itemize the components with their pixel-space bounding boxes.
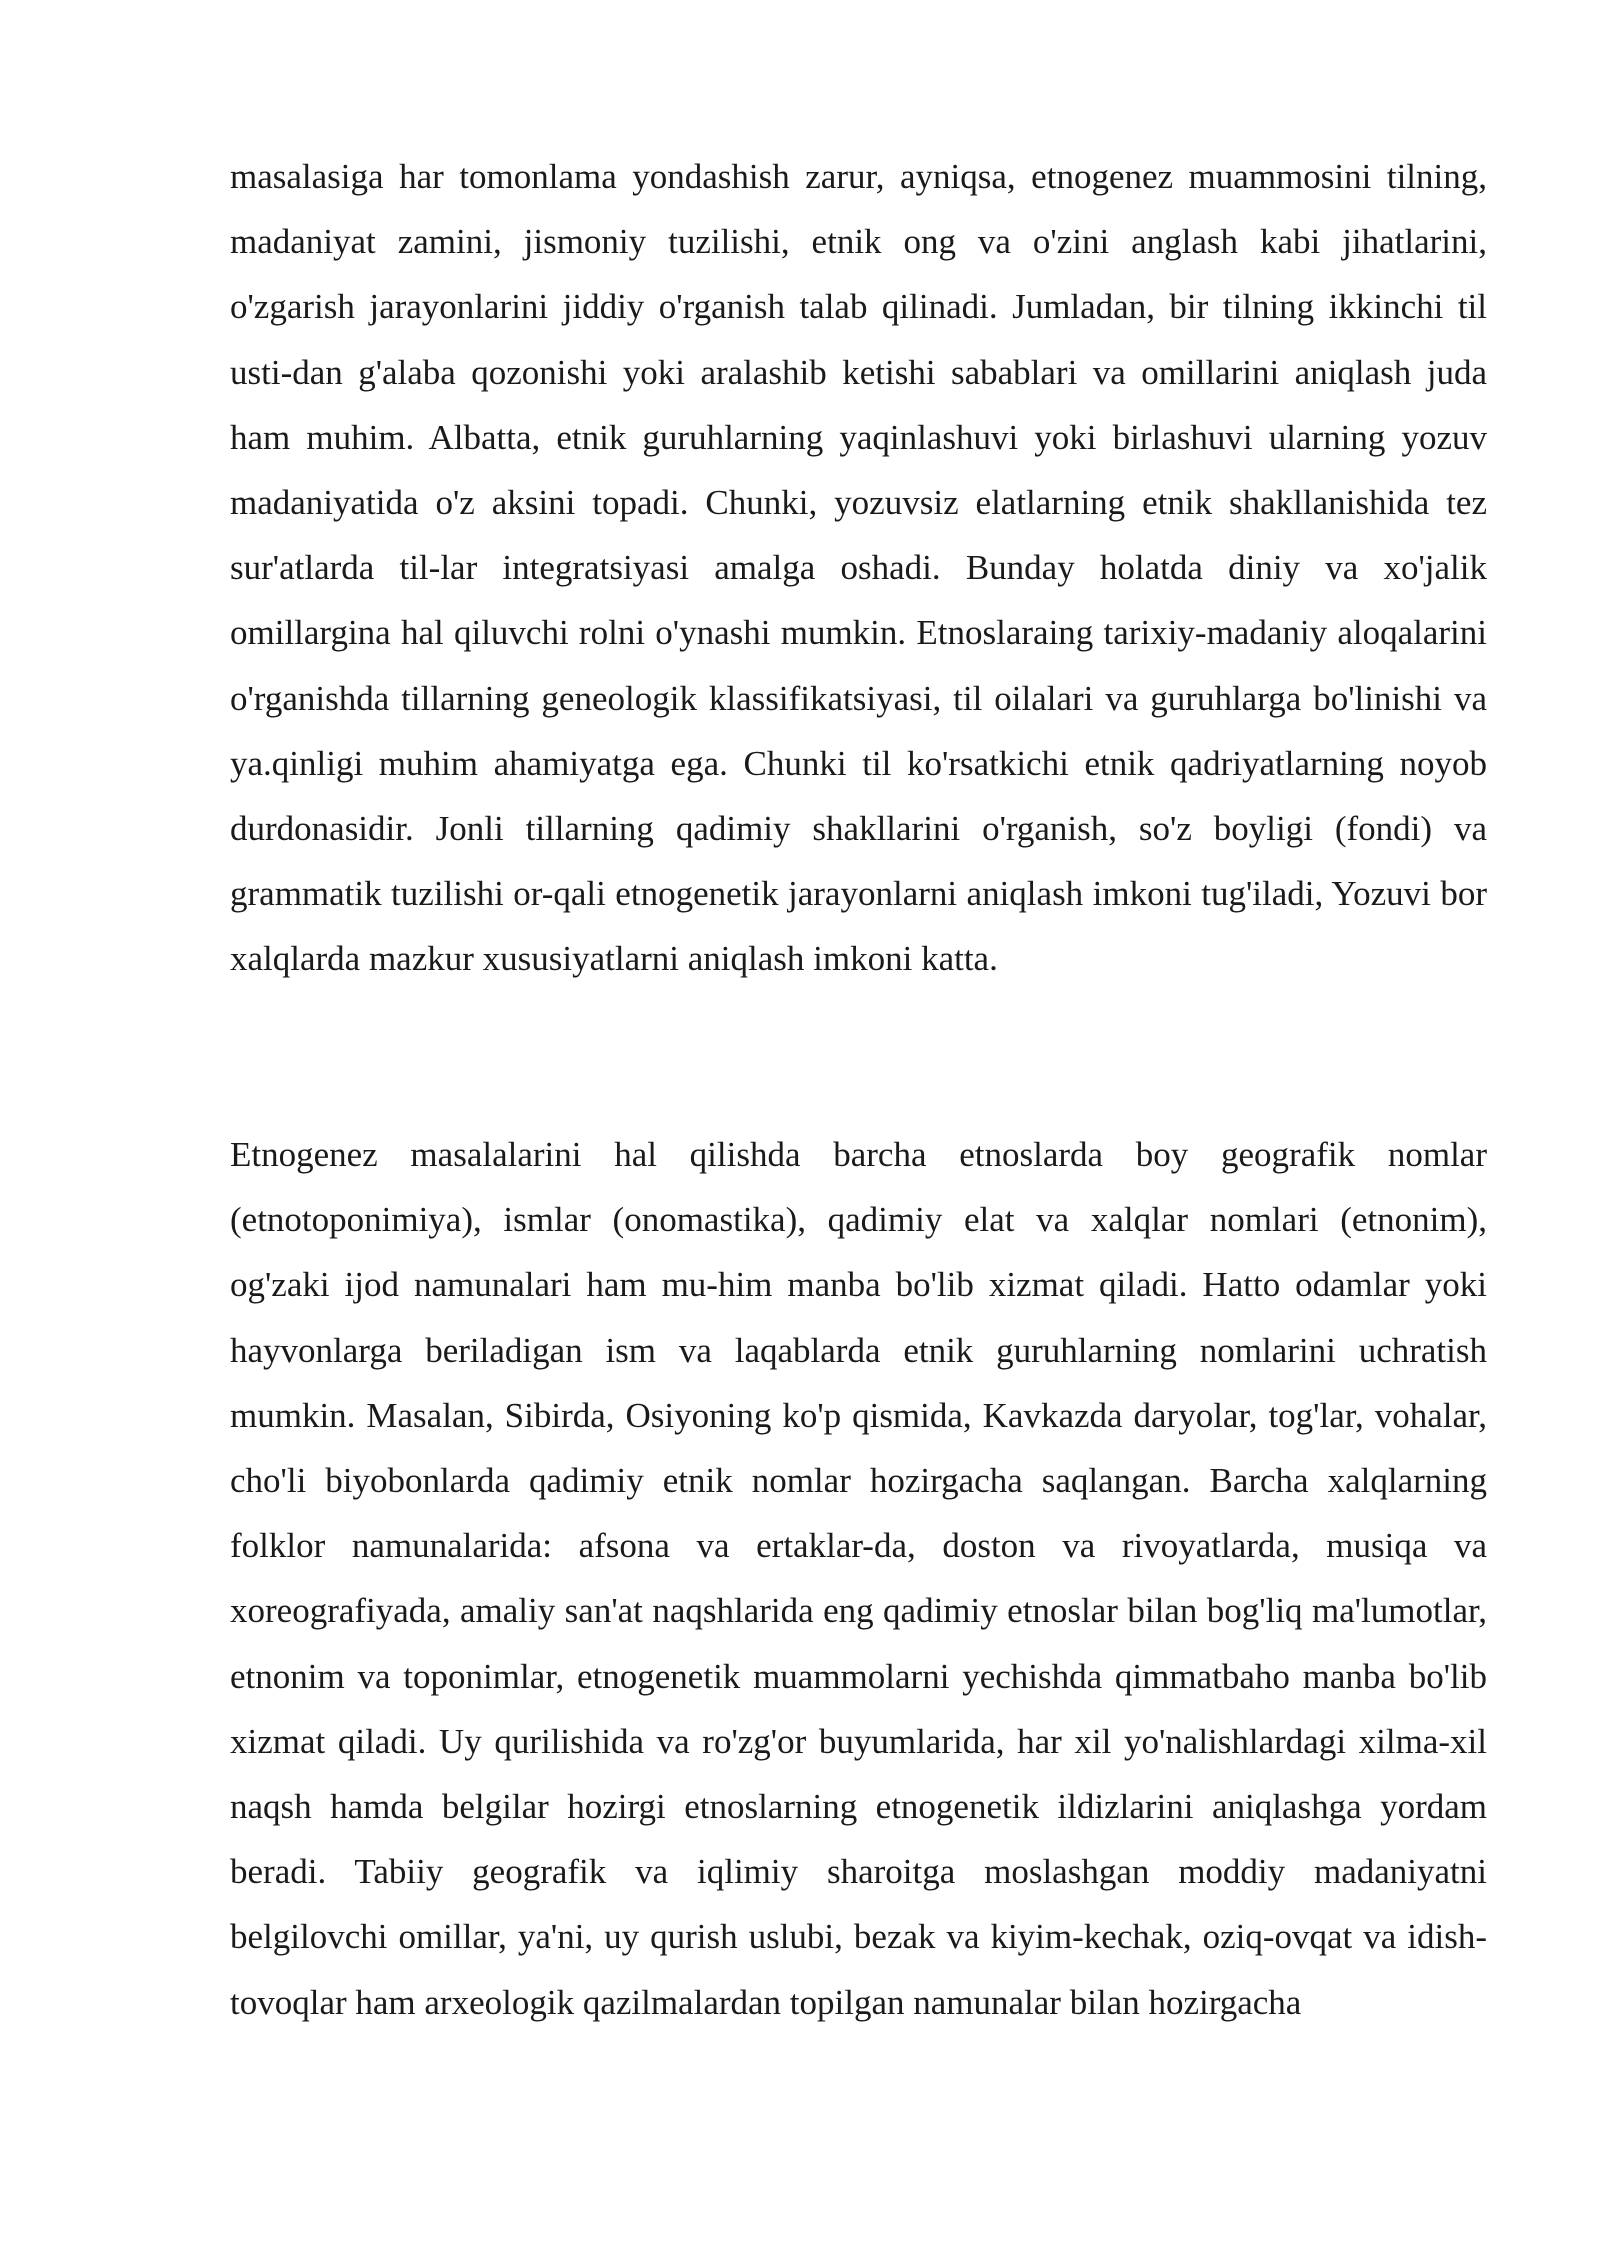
- body-paragraph: Etnogenez masalalarini hal qilishda barcha etnoslarda boy geografik nomlar (etnotoponimiya), ismlar (onomastika), qadimiy elat va xalqlar nomlari (etnonim), og'zaki ijod namunalari ham mu-him manba bo'lib xizmat qiladi. Hatto odamlar yoki hayvonlarga beriladigan ism va laqablarda etnik guruhlarning nomlarini uchratish mumkin. Masalan, Sibirda, Osiyoning ko'p qismida, Kavkazda daryolar, tog'lar, vohalar, cho'li biyobonlarda qadimiy etnik nomlar hozirgacha saqlangan. Barcha xalqlarning folklor namunalarida: afsona va ertaklar-da, doston va rivoyatlarda, musiqa va xoreografiyada, amaliy san'at naqshlarida eng qadimiy etnoslar bilan bog'liq ma'lumotlar, etnonim va toponimlar, etnogenetik muammolarni yechishda qimmatbaho manba bo'lib xizmat qiladi. Uy qurilishida va ro'zg'or buyumlarida, har xil yo'nalishlardagi xilma-xil naqsh hamda belgilar hozirgi etnoslarning etnogenetik ildizlarini aniqlashga yordam beradi. Tabiiy geografik va iqlimiy sharoitga moslashgan moddiy madaniyatni belgilovchi omillar, ya'ni, uy qurish uslubi, bezak va kiyim-kechak, oziq-ovqat va idish-tovoqlar ham arxeologik qazilmalardan topilgan namunalar bilan hozirgacha: [230, 1135, 1487, 2022]
- body-paragraph: masalasiga har tomonlama yondashish zarur, ayniqsa, etnogenez muammosini tilning, madaniyat zamini, jismoniy tuzilishi, etnik ong va o'zini anglash kabi jihatlarini, o'zgarish jarayonlarini jiddiy o'rganish talab qilinadi. Jumladan, bir tilning ikkinchi til usti-dan g'alaba qozonishi yoki aralashib ketishi sabablari va omillarini aniqlash juda ham muhim. Albatta, etnik guruhlarning yaqinlashuvi yoki birlashuvi ularning yozuv madaniyatida o'z aksini topadi. Chunki, yozuvsiz elatlarning etnik shakllanishida tez sur'atlarda til-lar integratsiyasi amalga oshadi. Bunday holatda diniy va xo'jalik omillargina hal qiluvchi rolni o'ynashi mumkin. Etnoslaraing tarixiy-madaniy aloqalarini o'rganishda tillarning geneologik klassifikatsiyasi, til oilalari va guruhlarga bo'linishi va ya.qinligi muhim ahamiyatga ega. Chunki til ko'rsatkichi etnik qadriyatlarning noyob durdonasidir. Jonli tillarning qadimiy shakllarini o'rganish, so'z boyligi (fondi) va grammatik tuzilishi or-qali etnogenetik jarayonlarni aniqlash imkoni tug'iladi, Yozuvi bor xalqlarda mazkur xususiyatlarni aniqlash imkoni katta.: [230, 157, 1487, 979]
